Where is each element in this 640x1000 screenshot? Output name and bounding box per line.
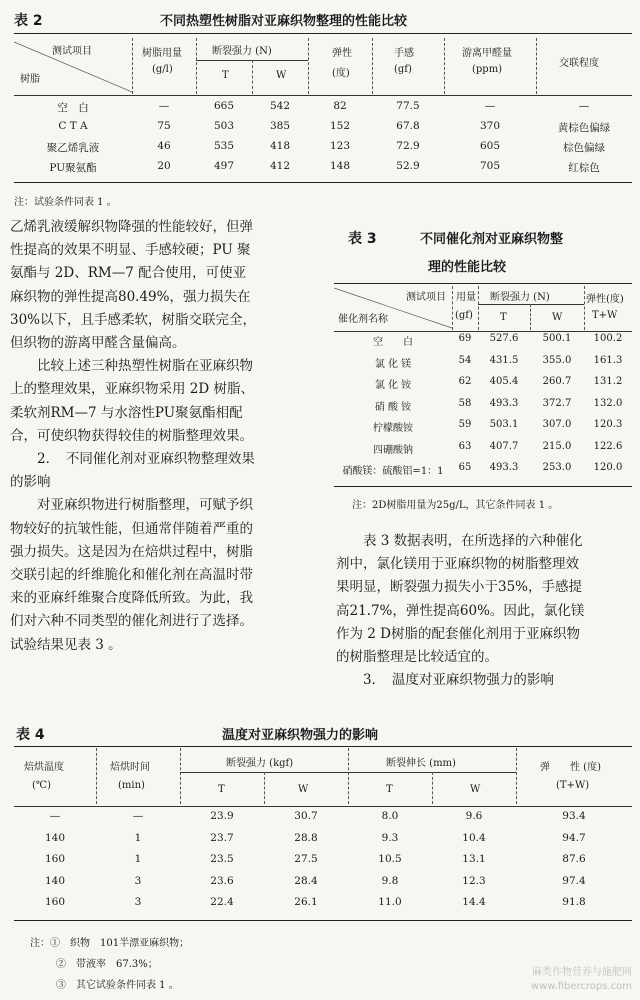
table3-cell: 62 <box>458 376 472 387</box>
table4-cell: 23.6 <box>210 874 234 887</box>
t4-time-unit: (min) <box>118 780 145 791</box>
t3-elasticity-sum: T+W <box>592 310 618 321</box>
table4-cell: 140 <box>44 831 66 844</box>
t2-dosage: 树脂用量 <box>142 48 182 59</box>
table4-cell: 28.8 <box>294 831 318 844</box>
t4-time: 焙烘时间 <box>110 762 150 773</box>
t2-dosage-unit: (g/l) <box>152 64 173 75</box>
left-text-line: 30%以下，且手感柔软，树脂交联完全， <box>10 311 257 328</box>
right-text-line: 的树脂整理是比较适宜的。 <box>336 649 498 666</box>
table3-cell: 260.7 <box>542 376 572 387</box>
right-text-line: 表 3 数据表明，在所选择的六种催化 <box>336 533 583 549</box>
table3-cell: 527.6 <box>489 333 519 344</box>
table4-cell: 94.7 <box>562 831 586 844</box>
t3-dosage: 用量 <box>456 292 476 303</box>
left-text-line: 们对六种不同类型的催化剂进行了选择。 <box>10 613 253 630</box>
table3-cell: 355.0 <box>542 354 572 366</box>
t2-strength: 断裂强力 (N) <box>212 46 272 57</box>
table4-cell: 3 <box>134 896 142 908</box>
table4-cell: 28.4 <box>294 874 318 887</box>
table2-cell: 75 <box>157 120 171 132</box>
table3-cell: 407.7 <box>489 440 519 452</box>
table4-cell: — <box>49 810 61 822</box>
table2-cell: 黄棕色偏绿 <box>557 122 611 134</box>
table2-cell: 红棕色 <box>568 162 600 174</box>
t2-elasticity-unit: (度) <box>332 68 350 79</box>
table3-cell: 69 <box>458 333 472 344</box>
watermark-line1: 麻类作物营养与施肥网 <box>532 967 632 978</box>
watermark-line2: www.fibercrops.com <box>530 981 632 992</box>
table4-header <box>14 748 632 804</box>
left-text-line: 柔软剂RM—7 与水溶性PU聚氨酯相配 <box>10 404 243 421</box>
table2-cell: 385 <box>269 120 291 132</box>
table2-cell: PU聚氨酯 <box>49 162 97 174</box>
table4-cell: 140 <box>44 874 66 887</box>
t2-hand: 手感 <box>394 48 414 59</box>
table4-note-1: 注：① 织物 101半漂亚麻织物； <box>30 938 190 949</box>
left-text-line: 性提高的效果不明显、手感较硬；PU 聚 <box>10 242 251 259</box>
left-text-line: 的影响 <box>10 474 51 491</box>
t4-temp-unit: (℃) <box>32 780 51 791</box>
left-text-line: 乙烯乳液缓解织物降强的性能较好，但弹 <box>10 219 253 235</box>
table3-cell: 307.0 <box>542 419 572 430</box>
table2-cell: 542 <box>269 100 291 112</box>
t3-elasticity: 弹性(度) <box>586 294 624 305</box>
t3-strength: 断裂强力 (N) <box>490 292 550 303</box>
table4-cell: 93.4 <box>562 810 586 822</box>
table3-cell: 空 白 <box>373 337 413 348</box>
table3-cell: 493.3 <box>489 462 519 473</box>
table4-cell: 1 <box>134 853 142 865</box>
table2-cell: 412 <box>269 160 291 172</box>
table4-cell: 27.5 <box>294 853 318 865</box>
t4-strength: 断裂强力 (kgf) <box>226 758 294 769</box>
table3-cell: 120.0 <box>593 462 623 473</box>
t2-test-item: 测试项目 <box>52 46 92 57</box>
table4-cell: 3 <box>134 874 142 887</box>
table3-number: 表 3 <box>348 231 377 247</box>
table3-cell: 500.1 <box>542 333 572 344</box>
left-text-line: 强力损失。这是因为在焙烘过程中，树脂 <box>10 543 253 560</box>
table4-note-3: ③ 其它试验条件同表 1 。 <box>56 980 179 991</box>
t2-elasticity: 弹性 <box>332 48 352 59</box>
right-text-line: 3． 温度对亚麻织物强力的影响 <box>336 672 554 689</box>
table2-number: 表 2 <box>14 13 43 29</box>
left-text-line: 2． 不同催化剂对亚麻织物整理效果 <box>10 451 255 468</box>
table3-cell: 氯 化 镁 <box>374 358 412 370</box>
table2-cell: 空 白 <box>57 102 89 114</box>
table4-cell: 9.3 <box>381 831 399 844</box>
t3-test-item: 测试项目 <box>406 292 446 303</box>
table4-number: 表 4 <box>16 727 45 743</box>
table2-cell: 聚乙烯乳液 <box>46 142 100 154</box>
left-text-line: 上的整理效果，亚麻织物采用 2D 树脂、 <box>10 381 254 398</box>
table4-cell: 9.6 <box>465 810 483 822</box>
t4-elasticity-sum: (T+W) <box>556 780 590 791</box>
table3-cell: 431.5 <box>489 354 519 366</box>
t4-temp: 焙烘温度 <box>24 762 64 773</box>
table3-cell: 63 <box>458 440 472 452</box>
table2-cell: — <box>484 100 496 112</box>
table2-cell: 665 <box>213 100 235 112</box>
table2-cell: 418 <box>269 140 291 152</box>
table3-cell: 161.3 <box>593 354 623 366</box>
table4-cell: 1 <box>134 831 142 844</box>
table2-cell: 152 <box>329 120 351 132</box>
table2-cell: 棕色偏绿 <box>563 142 605 154</box>
left-text-line: 氨酯与 2D、RM—7 配合使用，可使亚 <box>10 265 247 282</box>
table2-cell: 20 <box>157 160 171 172</box>
table4-title: 温度对亚麻织物强力的影响 <box>222 728 379 743</box>
table3-cell: 氯 化 铵 <box>374 380 412 391</box>
table2-cell: 605 <box>479 140 501 152</box>
t2-hand-unit: (gf) <box>394 64 412 75</box>
table3-cell: 132.0 <box>593 397 623 409</box>
table4-cell: — <box>132 810 144 822</box>
t4-W2: W <box>470 784 481 795</box>
left-text-line: 试验结果见表 3 。 <box>10 636 122 653</box>
table4-cell: 30.7 <box>294 810 318 822</box>
table3-title-2: 理的性能比较 <box>428 260 507 275</box>
left-text-line: 来的亚麻纤维聚合度降低所致。为此，我 <box>10 590 253 607</box>
table2-cell: 497 <box>213 160 235 172</box>
table2-cell: 46 <box>157 140 171 152</box>
table4-cell: 9.8 <box>381 874 399 887</box>
left-text-line: 比较上述三种热塑性树脂在亚麻织物 <box>10 358 253 375</box>
table2-cell: 370 <box>479 120 501 132</box>
table3-cell: 131.2 <box>593 376 623 387</box>
table4-cell: 8.0 <box>381 810 399 822</box>
table2-cell: 148 <box>329 160 351 172</box>
table4-cell: 26.1 <box>294 896 318 908</box>
table3-title-1: 不同催化剂对亚麻织物整 <box>420 232 564 247</box>
t4-W1: W <box>298 784 309 795</box>
left-text-line: 物较好的抗皱性能，但通常伴随着严重的 <box>10 520 253 537</box>
table2-cell: 123 <box>329 140 351 152</box>
table3-note: 注：2D树脂用量为25g/L，其它条件同表 1 。 <box>352 500 559 511</box>
t2-formaldehyde-unit: (ppm) <box>472 64 503 75</box>
right-column-text <box>336 530 636 692</box>
table2-cell: 503 <box>213 120 235 132</box>
table4-cell: 14.4 <box>462 896 486 908</box>
table2-title: 不同热塑性树脂对亚麻织物整理的性能比较 <box>160 14 408 29</box>
t2-resin: 树脂 <box>20 74 40 85</box>
table4-cell: 13.1 <box>462 853 486 865</box>
table4-cell: 160 <box>44 896 66 908</box>
table2-cell: 52.9 <box>396 160 420 172</box>
table3-cell: 253.0 <box>542 462 572 473</box>
table4-cell: 10.4 <box>462 831 486 844</box>
table2-header <box>14 38 632 94</box>
t3-W: W <box>552 312 563 323</box>
t4-elasticity: 弹 性 (度) <box>540 762 601 773</box>
right-text-line: 剂中，氯化镁用于亚麻织物的树脂整理效 <box>336 556 579 573</box>
table3-cell: 硝酸镁：硫酸铝=1：1 <box>342 466 444 477</box>
table2-bottom-rule <box>14 182 632 183</box>
table3-cell: 54 <box>458 354 472 366</box>
left-text-line: 但织物的游离甲醛含量偏高。 <box>10 335 186 352</box>
table2-cell: 67.8 <box>396 120 420 132</box>
table4-cell: 87.6 <box>562 853 586 865</box>
table4-cell: 97.4 <box>562 874 586 887</box>
right-text-line: 作为 2 D树脂的配套催化剂用于亚麻织物 <box>336 625 580 642</box>
t2-formaldehyde: 游离甲醛量 <box>462 48 512 59</box>
t3-dosage-unit: (gf) <box>455 310 473 321</box>
table4-cell: 23.5 <box>210 853 234 865</box>
left-text-line: 麻织物的弹性提高80.49%，强力损失在 <box>10 288 251 305</box>
table4-cell: 22.4 <box>210 896 234 908</box>
t2-T: T <box>222 70 229 81</box>
table3-cell: 120.3 <box>593 419 623 430</box>
t4-T2: T <box>386 784 393 795</box>
table3-cell: 59 <box>458 419 472 430</box>
table3-cell: 四硼酸钠 <box>373 444 413 456</box>
table3-cell: 100.2 <box>593 333 623 344</box>
watermark <box>531 966 632 994</box>
table3-cell: 122.6 <box>593 440 623 452</box>
table3-cell: 372.7 <box>542 397 572 409</box>
table2-note: 注：试验条件同表 1 。 <box>14 197 117 208</box>
table3-cell: 65 <box>458 462 472 473</box>
table4-cell: 23.9 <box>210 810 234 822</box>
table3-cell: 503.1 <box>489 419 519 430</box>
left-text-line: 交联引起的纤维脆化和催化剂在高温时带 <box>10 567 253 584</box>
table3-cell: 硝 酸 铵 <box>374 401 412 413</box>
table2-cell: C T A <box>58 120 88 132</box>
table4-cell: 11.0 <box>378 896 402 908</box>
table2-cell: 72.9 <box>396 140 420 152</box>
table4-cell: 12.3 <box>462 874 486 887</box>
table3-cell: 柠檬酸铵 <box>373 423 413 434</box>
t3-catalyst: 催化剂名称 <box>338 314 388 325</box>
table3-cell: 405.4 <box>489 376 519 387</box>
t4-elongation: 断裂伸长 (mm) <box>386 758 456 769</box>
table4-cell: 23.7 <box>210 831 234 844</box>
table4-note-2: ② 带液率 67.3%； <box>56 959 158 970</box>
t2-diagonal <box>14 38 132 94</box>
t2-W: W <box>276 70 287 81</box>
table3-header <box>334 286 632 330</box>
left-text-line: 对亚麻织物进行树脂整理，可赋予织 <box>10 497 253 514</box>
left-text-line: 合，可使织物获得较佳的树脂整理效果。 <box>10 427 253 444</box>
table4-cell: 91.8 <box>562 896 586 908</box>
right-text-line: 高21.7%，弹性提高60%。因此，氯化镁 <box>336 602 585 619</box>
t4-T1: T <box>218 784 225 795</box>
table3-cell: 215.0 <box>542 440 572 452</box>
table2-cell: 77.5 <box>396 100 420 112</box>
table3-cell: 493.3 <box>489 397 519 409</box>
right-text-line: 果明显，断裂强力损失小于35%，手感提 <box>336 579 583 596</box>
t3-T: T <box>500 312 507 323</box>
table3-cell: 58 <box>458 397 472 409</box>
table4-cell: 10.5 <box>378 853 402 865</box>
table2-top-rule <box>14 33 632 34</box>
table4-cell: 160 <box>44 853 66 865</box>
table2-cell: — <box>158 100 170 112</box>
table2-cell: 705 <box>479 160 501 172</box>
table2-cell: 535 <box>213 140 235 152</box>
table2-cell: 82 <box>333 100 347 112</box>
table2-cell: — <box>578 100 590 112</box>
left-column-text <box>10 216 315 657</box>
t2-crosslink: 交联程度 <box>559 58 599 69</box>
